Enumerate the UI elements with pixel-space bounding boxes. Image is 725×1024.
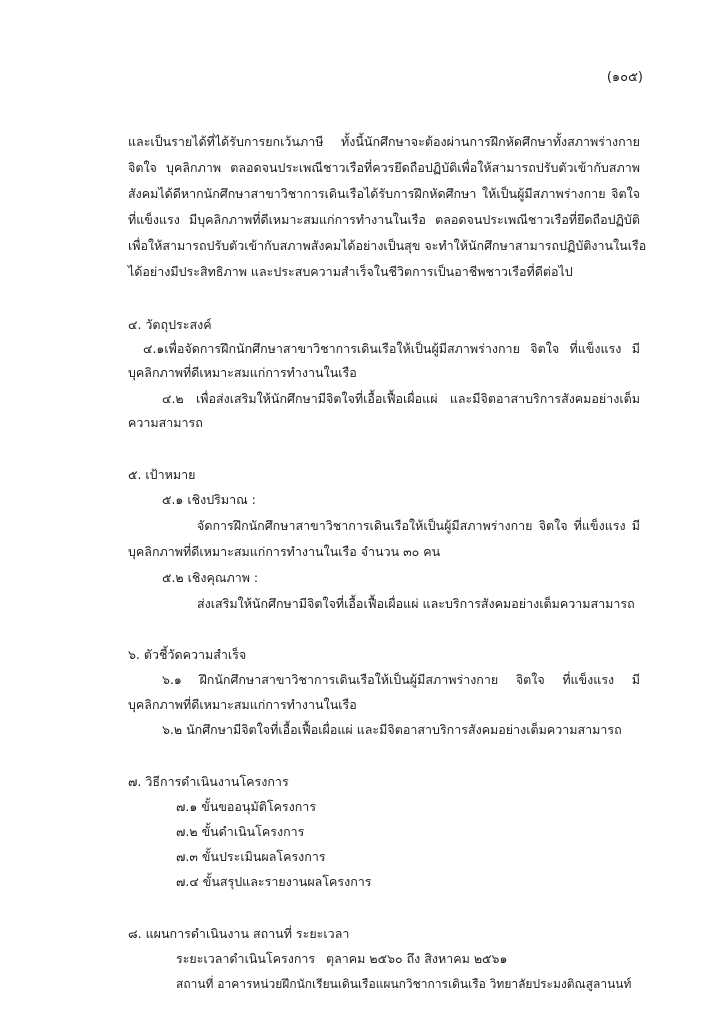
intro-line: สังคมได้ดีหากนักศึกษาสาขาวิชาการเดินเรือได้รับการฝึกหัดศึกษา ให้เป็นผู้มีสภาพร่างกาย จิตใจ — [128, 186, 640, 201]
method-step: ๗.๔ ขั้นสรุปและรายงานผลโครงการ — [176, 874, 372, 889]
intro-line: จิตใจ บุคลิกภาพ ตลอดจนประเพณีชาวเรือที่ควรยึดถือปฏิบัติเพื่อให้สามารถปรับตัวเข้ากับสภาพ — [128, 160, 640, 175]
intro-line: ได้อย่างมีประสิทธิภาพ และประสบความสำเร็จในชีวิตการเป็นอาชีพชาวเรือที่ดีต่อไป — [128, 264, 573, 279]
target-quality-label: ๕.๒ เชิงคุณภาพ : — [162, 570, 259, 585]
plan-period-label: ระยะเวลาดำเนินโครงการ — [176, 951, 316, 966]
section-heading-methods: ๗. วิธีการดำเนินงานโครงการ — [128, 774, 289, 789]
method-step: ๗.๓ ขั้นประเมินผลโครงการ — [176, 849, 326, 864]
method-step: ๗.๒ ขั้นดำเนินโครงการ — [176, 824, 305, 839]
section-heading-targets: ๕. เป้าหมาย — [128, 467, 196, 482]
plan-period-line — [176, 948, 640, 970]
objective-item: ๔.๒ เพื่อส่งเสริมให้นักศึกษามีจิตใจที่เอื้อเฟื้อเผื่อแผ่ และมีจิตอาสาบริการสังคมอย่างเต็ม — [162, 391, 640, 406]
section-heading-objectives: ๔. วัตถุประสงค์ — [128, 317, 212, 332]
intro-line: ที่แข็งแรง มีบุคลิกภาพที่ดีเหมาะสมแก่การทำงานในเรือ ตลอดจนประเพณีชาวเรือที่ยึดถือปฏิบัติ — [128, 212, 640, 227]
indicator-item: ๖.๑ ฝึกนักศึกษาสาขาวิชาการเดินเรือให้เป็นผู้มีสภาพร่างกาย จิตใจ ที่แข็งแรง มี — [162, 672, 640, 687]
objective-item-cont: ความสามารถ — [128, 415, 203, 430]
plan-period-value: ตุลาคม ๒๕๖๐ ถึง สิงหาคม ๒๕๖๑ — [326, 951, 508, 966]
intro-line: เพื่อให้สามารถปรับตัวเข้ากับสภาพสังคมได้อย่างเป็นสุข จะทำให้นักศึกษาสามารถปฏิบัติงานในเรือ — [128, 238, 647, 253]
target-quality-text: ส่งเสริมให้นักศึกษามีจิตใจที่เอื้อเฟื้อเผื่อแผ่ และบริการสังคมอย่างเต็มความสามารถ — [197, 596, 635, 611]
indicator-item-cont: บุคลิกภาพที่ดีเหมาะสมแก่การทำงานในเรือ — [128, 697, 357, 712]
target-quantity-label: ๕.๑ เชิงปริมาณ : — [162, 492, 256, 507]
intro-line: และเป็นรายได้ที่ได้รับการยกเว้นภาษี ทั้งนี้นักศึกษาจะต้องผ่านการฝึกหัดศึกษาทั้งสภาพร่างกาย — [128, 134, 640, 149]
section-heading-plan: ๘. แผนการดำเนินงาน สถานที่ ระยะเวลา — [128, 926, 350, 941]
section-heading-indicators: ๖. ตัวชี้วัดความสำเร็จ — [128, 647, 247, 662]
target-quantity-text-cont: บุคลิกภาพที่ดีเหมาะสมแก่การทำงานในเรือ จำนวน ๓๐ คน — [128, 544, 441, 559]
indicator-item: ๖.๒ นักศึกษามีจิตใจที่เอื้อเฟื้อเผื่อแผ่ และมีจิตอาสาบริการสังคมอย่างเต็มความสามารถ — [162, 722, 622, 737]
method-step: ๗.๑ ขั้นขออนุมัติโครงการ — [176, 799, 317, 814]
page-number: (๑๐๕) — [606, 70, 643, 85]
plan-place-line: สถานที่ อาคารหน่วยฝึกนักเรียนเดินเรือแผนกวิชาการเดินเรือ วิทยาลัยประมงติณสูลานนท์ — [176, 977, 632, 991]
objective-item-cont: บุคลิกภาพที่ดีเหมาะสมแก่การทำงานในเรือ — [128, 365, 357, 380]
target-quantity-text: จัดการฝึกนักศึกษาสาขาวิชาการเดินเรือให้เป็นผู้มีสภาพร่างกาย จิตใจ ที่แข็งแรง มี — [197, 518, 640, 533]
objective-item: ๔.๑เพื่อจัดการฝึกนักศึกษาสาขาวิชาการเดินเรือให้เป็นผู้มีสภาพร่างกาย จิตใจ ที่แข็งแรง มี — [143, 341, 640, 356]
